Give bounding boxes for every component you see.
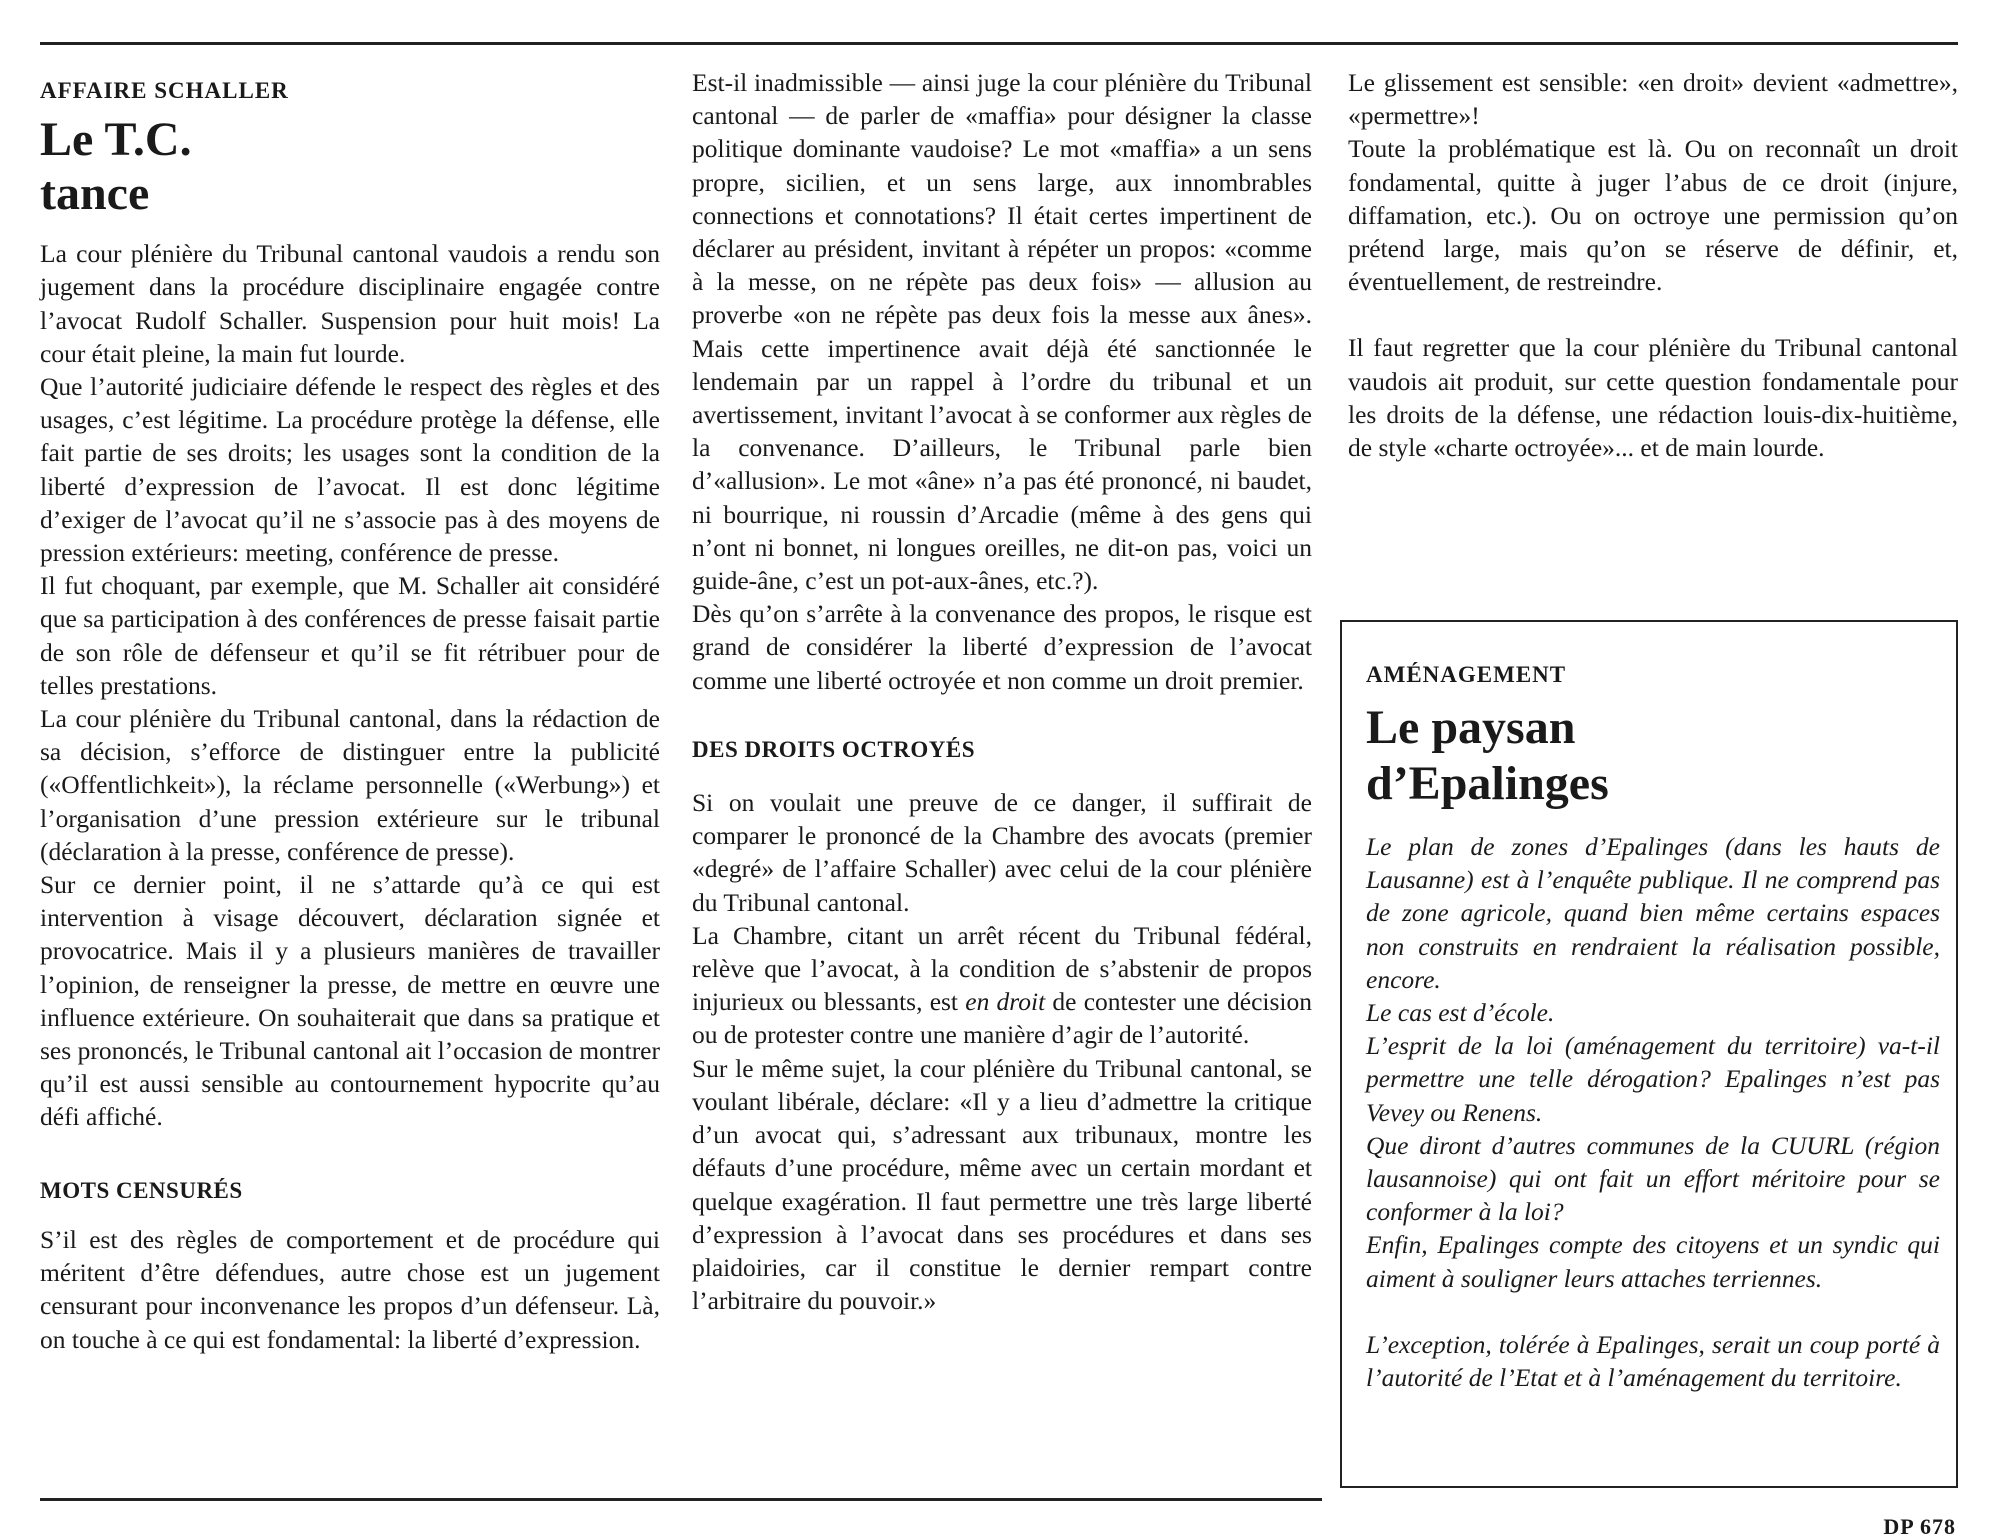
- box-paragraph: L’esprit de la loi (aménagement du territoire) va-t-il permettre une telle dérogation? Epalinges n’est pas Vevey ou Renens.: [1366, 1031, 1940, 1127]
- headline-line-2: tance: [40, 167, 150, 221]
- sidebar-box-amenagement: [1340, 620, 1958, 1488]
- box-headline-line-1: Le paysan: [1366, 701, 1576, 754]
- paragraph: Le glissement est sensible: «en droit» devient «admettre», «permettre»!: [1348, 68, 1958, 131]
- paragraph: Sur ce dernier point, il ne s’attarde qu’à ce qui est intervention à visage découvert, déclaration signée et provocatrice. Mais il y a plusieurs manières de travailler l’opinion, de renseigner la presse, de mettre en œuvre une influence extérieure. On souhaiterait que dans sa pratique et ses prononcés, le Tribunal cantonal ait l’occasion de montrer qu’il est aussi sensible au contournement hypocrite qu’au défi affiché.: [40, 870, 660, 1132]
- top-rule: [40, 42, 1958, 45]
- paragraph: Il faut regretter que la cour plénière du Tribunal cantonal vaudois ait produit, sur cette question fondamentale pour les droits de la défense, une rédaction louis-dix-huitième, de style «charte octroyée»... et de main lourde.: [1348, 333, 1958, 463]
- box-headline: [1366, 700, 1940, 812]
- box-closing-paragraph: L’exception, tolérée à Epalinges, serait un coup porté à l’autorité de l’Etat et à l’aménagement du territoire.: [1366, 1329, 1940, 1393]
- paragraph-text: La Chambre, citant un arrêt récent du Tribunal fédéral, relève que l’avocat, à la condition de s’abstenir de propos injurieux ou blessants, est: [692, 920, 1312, 1017]
- section-heading-droits-octroyes: DES DROITS OCTROYÉS: [692, 736, 976, 762]
- box-paragraph: Le plan de zones d’Epalinges (dans les hauts de Lausanne) est à l’enquête publique. Il ne comprend pas de zone agricole, quand bien même certains espaces non construits en rendraient la réalisation possible, encore.: [1366, 832, 1940, 994]
- spacer: [692, 697, 1312, 733]
- paragraph: Toute la problématique est là. Ou on reconnaît un droit fondamental, quitte à juger l’abus de ce droit (injure, diffamation, etc.). Ou on octroye une permission qu’on prétend large, mais qu’on se réserve de définir, et, éventuellement, de restreindre.: [1348, 134, 1958, 297]
- column-2: [692, 66, 1312, 1317]
- paragraph: Dès qu’on s’arrête à la convenance des propos, le risque est grand de considérer la liberté d’expression de l’avocat comme une liberté octroyée et non comme un droit premier.: [692, 599, 1312, 695]
- spacer: [1348, 298, 1958, 331]
- paragraph: Sur le même sujet, la cour plénière du Tribunal cantonal, se voulant libérale, déclare: «Il y a lieu d’admettre la critique d’un avocat qui, s’adressant aux tribunaux, montre les défauts d’une procédure, même avec un certain mordant et quelque exagération. Il faut permettre une très large liberté d’expression à l’avocat dans ses procédures et dans ses plaidoiries, car il constitue le dernier rempart contre l’arbitraire du pouvoir.»: [692, 1053, 1312, 1316]
- box-kicker: AMÉNAGEMENT: [1366, 662, 1567, 687]
- spacer: [40, 1134, 660, 1174]
- paragraph: [692, 919, 1312, 1052]
- box-headline-line-2: d’Epalinges: [1366, 757, 1609, 810]
- article-headline: [40, 113, 660, 221]
- paragraph-text: S’il est des règles de comportement et de procédure qui méritent d’être défendues, autre chose est un jugement censurant pour inconvenance les propos d’un défenseur. Là, on touche à ce qui est fondamental: la liberté d’expression.: [40, 1224, 660, 1354]
- paragraph-text: de contester une décision ou de protester contre une manière d’agir de l’autorité.: [692, 987, 1313, 1050]
- box-paragraph: Enfin, Epalinges compte des citoyens et un syndic qui aiment à souligner leurs attaches terriennes.: [1366, 1230, 1940, 1293]
- spacer: [40, 1207, 660, 1223]
- column-3: [1348, 66, 1958, 464]
- paragraph: La cour plénière du Tribunal cantonal vaudois a rendu son jugement dans la procédure disciplinaire engagée contre l’avocat Rudolf Schaller. Suspension pour huit mois! La cour était pleine, la main fut lourde.: [40, 239, 660, 368]
- headline-line-1: Le T.C.: [40, 113, 192, 167]
- paragraph: Si on voulait une preuve de ce danger, il suffirait de comparer le prononcé de la Chambre des avocats (premier «degré» de l’affaire Schaller) avec celui de la cour plénière du Tribunal cantonal.: [692, 788, 1312, 917]
- paragraph: Il fut choquant, par exemple, que M. Schaller ait considéré que sa participation à des conférences de presse faisait partie de son rôle de défenseur et qu’il se fit rétribuer pour de telles prestations.: [40, 571, 660, 700]
- paragraph: Est-il inadmissible — ainsi juge la cour plénière du Tribunal cantonal — de parler de «maffia» pour désigner la classe politique dominante vaudoise? Le mot «maffia» a un sens propre, sicilien, et un sens large, aux innombrables connections et connotations? Il était certes impertinent de déclarer au président, invitant à répéter un propos: «comme à la messe, on ne répète pas deux fois» — allusion au proverbe «on ne répète pas deux fois la messe aux ânes». Mais cette impertinence avait déjà été sanctionnée le lendemain par un rappel à l’ordre du tribunal et un avertissement, invitant l’avocat à se conformer aux règles de la convenance. D’ailleurs, le Tribunal parle bien d’«allusion». Le mot «âne» n’a pas été prononcé, ni baudet, ni bourrique, ni roussin d’Arcadie (même à des gens qui n’ont ni bonnet, ni longues oreilles, ne dit-on pas, voici un guide-âne, c’est un pot-aux-ânes, etc.?).: [692, 68, 1312, 596]
- bottom-rule: [40, 1498, 1322, 1501]
- page-folio: DP 678: [1883, 1514, 1956, 1539]
- spacer: [692, 766, 1312, 786]
- column-1: [40, 70, 660, 1356]
- spacer: [1366, 1295, 1940, 1328]
- article-kicker: AFFAIRE SCHALLER: [40, 78, 289, 103]
- box-paragraph: Le cas est d’école.: [1366, 998, 1555, 1028]
- paragraph: [40, 1223, 660, 1356]
- paragraph: La cour plénière du Tribunal cantonal, dans la rédaction de sa décision, s’efforce de distinguer entre la publicité («Offentlichkeit»), la réclame personnelle («Werbung») et l’organisation d’une pression extérieure sur le tribunal (déclaration à la presse, conférence de presse).: [40, 704, 660, 866]
- section-heading-mots-censures: MOTS CENSURÉS: [40, 1177, 243, 1203]
- emphasis: en droit: [965, 987, 1046, 1017]
- box-paragraph: Que diront d’autres communes de la CUURL (région lausannoise) qui ont fait un effort méritoire pour se conformer à la loi?: [1366, 1130, 1940, 1227]
- paragraph: Que l’autorité judiciaire défende le respect des règles et des usages, c’est légitime. La procédure protège la défense, elle fait partie de ses droits; les usages sont la condition de la liberté d’expression de l’avocat. Il est donc légitime d’exiger de l’avocat qu’il ne s’associe pas à des moyens de pression extérieurs: meeting, conférence de presse.: [40, 372, 660, 568]
